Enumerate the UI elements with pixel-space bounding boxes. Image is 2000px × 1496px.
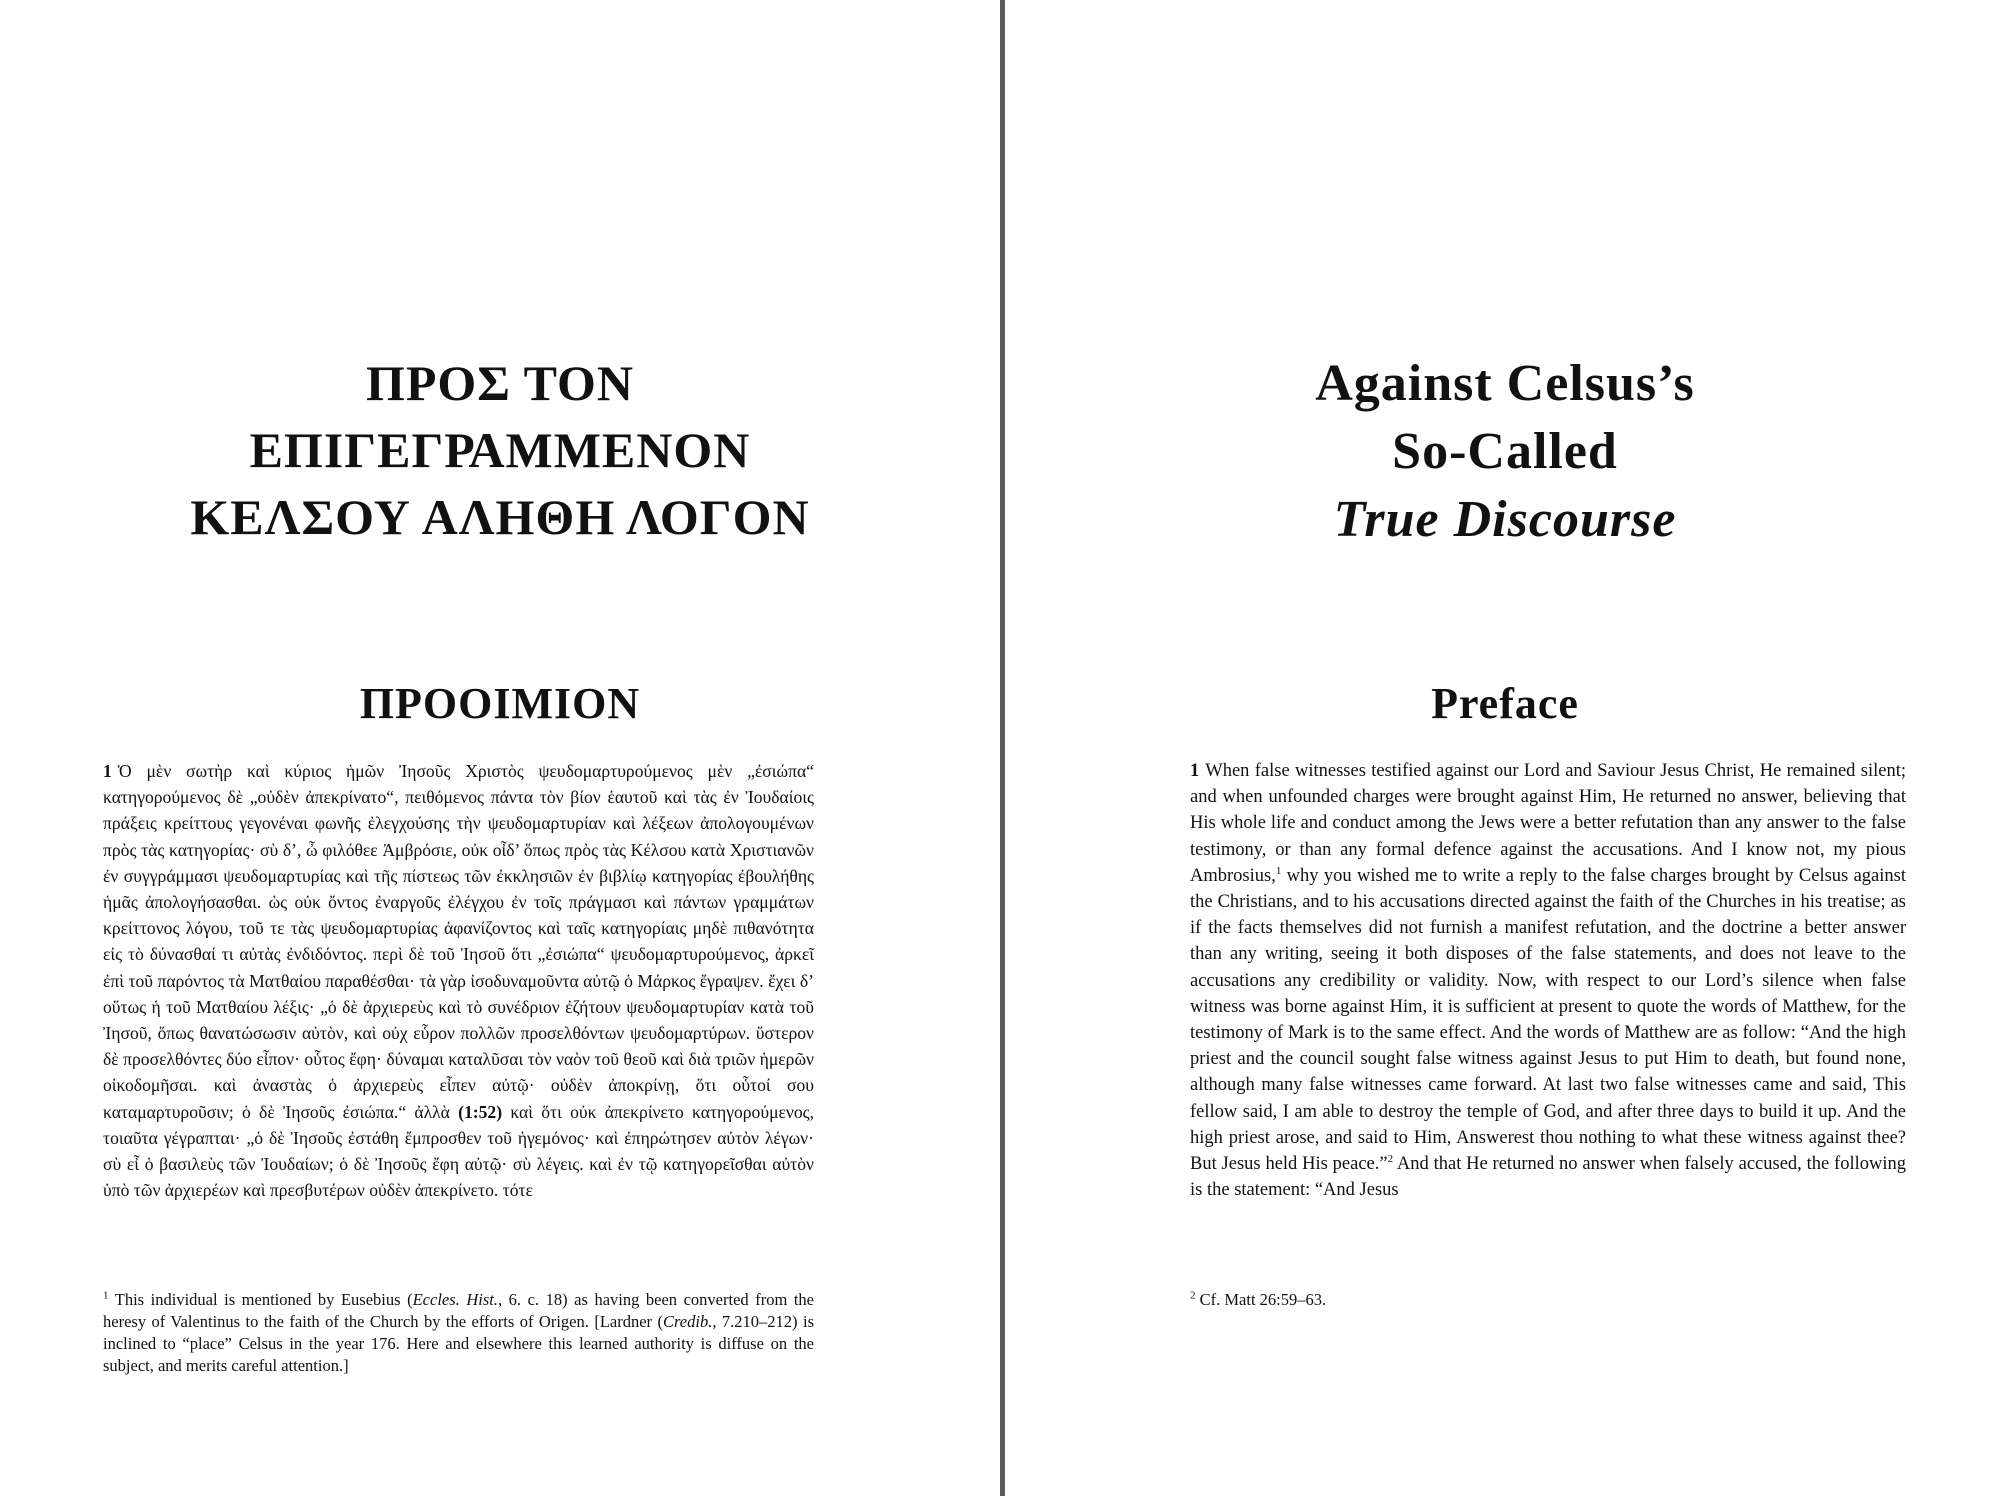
english-body-part-1: When false witnesses testified against our Lord and Saviour Jesus Christ, He remained silent; and when unfounded charges were brought against Him, He returned no answer, believing that His whole life and conduct among the Jews were a better refutation than any answer to the false testimony, or than any formal defence against the accusations. And I know not, my pious Ambrosius, [1190, 761, 1906, 886]
note-reference-1: 1 [1275, 864, 1282, 877]
greek-body-part-1: Ὁ μὲν σωτὴρ καὶ κύριος ἡμῶν Ἰησοῦς Χριστὸς ψευδομαρτυρούμενος μὲν „ἐσιώπα“ κατηγορούμενος δὲ „οὐδὲν ἀπεκρίνατο“, πειθόμενος πάντα τὸν βίον ἑαυτοῦ καὶ τὰς ἐν Ἰουδαίοις πράξεις κρείττους γεγονέναι φωνῆς ἐλεγχούσης τὴν ψευδομαρτυρίαν καὶ λέξεων ἀπολογουμένων πρὸς τὰς κατηγορίας· σὺ δ’, ὦ φιλόθεε Ἀμβρόσιε, οὐκ οἶδ’ ὅπως πρὸς τὰς Κέλσου κατὰ Χριστιανῶν ἐν συγγράμμασι ψευδομαρτυρίας καὶ τῆς πίστεως τῶν ἐκκλησιῶν ἐν βιβλίῳ κατηγορίας ἐβουλήθης ἡμᾶς ἀπολογήσασθαι. ὡς οὐκ ὄντος ἐναργοῦς ἐλέγχου ἐν τοῖς πράγμασι καὶ πάντων γραμμάτων κρείττονος λόγου, τοῦ τε τὰς ψευδομαρτυρίας ἀφανίζοντος καὶ ταῖς κατηγορίαις μηδὲ πιθανότητα εἰς τὸ δύνασθαί τι αὐτὰς ἐνδιδόντος. περὶ δὲ τοῦ Ἰησοῦ ὅτι „ἐσιώπα“ ψευδομαρτυρούμενος, ἀρκεῖ ἐπὶ τοῦ παρόντος τὰ Ματθαίου παραθέσθαι· τὰ γὰρ ἰσοδυναμοῦντα αὐτῷ ὁ Μάρκος ἔγραψεν. ἔχει δ’ οὕτως ἡ τοῦ Ματθαίου λέξις· „ὁ δὲ ἀρχιερεὺς καὶ τὸ συνέδριον ἐζήτουν ψευδομαρτυρίαν κατὰ τοῦ Ἰησοῦ, ὅπως θανατώσωσιν αὐτὸν, καὶ οὐχ εὗρον πολλῶν προσελθόντων ψευδομαρτύρων. ὕστερον δὲ προσελθόντες δύο εἶπον· οὗτος ἔφη· δύναμαι καταλῦσαι τὸν ναὸν τοῦ θεοῦ καὶ διὰ τριῶν ἡμερῶν οἰκοδομῆσαι. καὶ ἀναστὰς ὁ ἀρχιερεὺς εἶπεν αὐτῷ· οὐδὲν ἀποκρίνῃ, ὅτι οὗτοί σου καταμαρτυροῦσιν; ὁ δὲ Ἰησοῦς ἐσιώπα.“ ἀλλὰ [103, 761, 814, 1122]
section-number: 1 [103, 761, 112, 781]
footnote-text-c: , 7.210–212) is inclined to “place” Celsus in the year 176. Here and elsewhere this learned authority is diffuse on the subject, and merits careful attention.] [103, 1312, 814, 1375]
footnote-mark: 1 [103, 1289, 109, 1302]
footnote-italic-eccles: Eccles. Hist. [412, 1290, 498, 1309]
english-body-text [1190, 758, 1906, 1203]
right-footnote [1190, 1289, 1906, 1311]
english-title [1070, 350, 1940, 554]
english-body-part-2: why you wished me to write a reply to the false charges brought by Celsus against the Christians, and to his accusations directed against the faith of the Churches in his treatise; as if the facts themselves did not furnish a manifest refutation, and the doctrine a better answer than any writing, seeing it both disposes of the false statements, and does not leave to the accusations any credibility or validity. Now, with respect to our Lord’s silence when false witness was borne against Him, it is sufficient at present to quote the words of Matthew, for the testimony of Mark is to the same effect. And the words of Matthew are as follow: “And the high priest and the council sought false witness against Jesus to put Him to death, but found none, although many false witnesses came forward. At last two false witnesses came and said, This fellow said, I am able to destroy the temple of God, and after three days to build it up. And the high priest arose, and said to Him, Answerest thou nothing to what these witness against thee? But Jesus held His peace.” [1190, 865, 1906, 1175]
page-gutter-divider [1000, 0, 1005, 1496]
greek-title-line-2: ΕΠΙΓΕΓΡΑΜΜΕΝΟΝ [249, 422, 751, 478]
english-title-line-3: True Discourse [1333, 491, 1677, 548]
note-reference-2: 2 [1387, 1152, 1394, 1165]
footnote-italic-credib: Credib. [662, 1312, 713, 1331]
english-title-line-2: So-Called [1392, 423, 1618, 480]
english-body-part-3: And that He returned no answer when falsely accused, the following is the statement: “And Jesus [1190, 1154, 1906, 1201]
greek-body-part-2: καὶ ὅτι οὐκ ἀπεκρίνετο κατηγορούμενος, τοιαῦτα γέγραπται· „ὁ δὲ Ἰησοῦς ἐστάθη ἔμπροσθεν τοῦ ἡγεμόνος· καὶ ἐπηρώτησεν αὐτὸν λέγων· σὺ εἶ ὁ βασιλεὺς τῶν Ἰουδαίων; ὁ δὲ Ἰησοῦς ἔφη αὐτῷ· σὺ λέγεις. καὶ ἐν τῷ κατηγορεῖσθαι αὐτὸν ὑπὸ τῶν ἀρχιερέων καὶ πρεσβυτέρων οὐδὲν ἀπεκρίνετο. τότε [103, 1101, 815, 1201]
footnote-text: Cf. Matt 26:59–63. [1199, 1290, 1327, 1309]
footnote-text-b: , 6. c. 18) as having been converted from the heresy of Valentinus to the faith of the Church by the efforts of Origen. [Lardner ( [103, 1290, 815, 1331]
greek-title-line-3: ΚΕΛΣΟΥ ΑΛΗΘΗ ΛΟΓΟΝ [190, 489, 810, 545]
english-title-line-1: Against Celsus’s [1315, 355, 1695, 412]
left-footnote [103, 1289, 814, 1377]
english-heading: Preface [1431, 679, 1579, 728]
greek-heading: ΠΡΟΟΙΜΙΟΝ [359, 679, 641, 728]
page-reference: (1:52) [458, 1101, 503, 1122]
footnote-text-a: This individual is mentioned by Eusebius ( [114, 1290, 413, 1309]
greek-title [60, 350, 940, 551]
right-page [1010, 0, 2000, 1496]
greek-title-line-1: ΠΡΟΣ ΤΟΝ [365, 355, 635, 411]
section-number: 1 [1190, 761, 1200, 781]
footnote-mark: 2 [1190, 1289, 1196, 1302]
greek-body-text [103, 758, 814, 1203]
